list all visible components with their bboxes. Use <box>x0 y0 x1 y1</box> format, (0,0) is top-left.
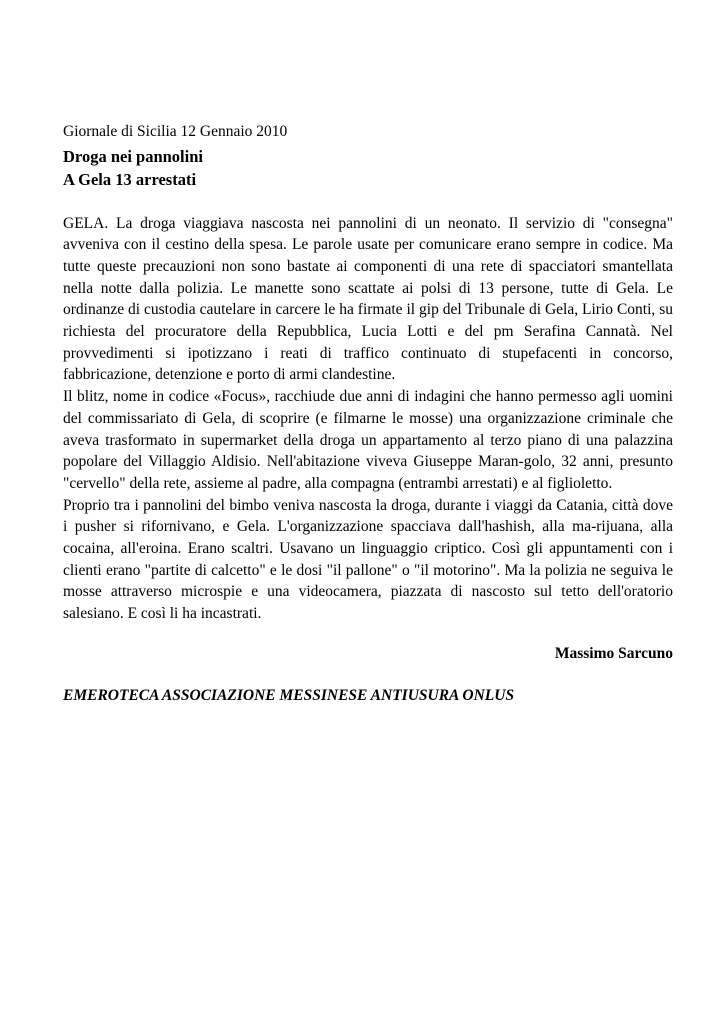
article-headline-secondary: A Gela 13 arrestati <box>63 170 197 190</box>
article-headline-primary: Droga nei pannolini <box>63 146 203 166</box>
article-paragraph: GELA. La droga viaggiava nascosta nei pannolini di un neonato. Il servizio di "consegna" avveniva con il cestino della spesa. Le parole usate per comunicare erano sempre in codice. Ma tutte queste precauzioni non sono bastate ai componenti di una rete di spacciatori smantellata nella notte dalla polizia. Le manette sono scattate ai polsi di 13 persone, tutte di Gela. Le ordinanze di custodia cautelare in carcere le ha firmate il gip del Tribunale di Gela, Lirio Conti, su richiesta del procuratore della Repubblica, Lucia Lotti e del pm Serafina Cannatà. Nel provvedimenti si ipotizzano i reati di traffico continuato di stupefacenti in concorso, fabbricazione, detenzione e porto di armi clandestine. <box>63 214 673 384</box>
article-source: Giornale di Sicilia 12 Gennaio 2010 <box>63 123 288 140</box>
article-container <box>63 122 673 705</box>
article-paragraph: Il blitz, nome in codice «Focus», racchiude due anni di indagini che hanno permesso agli uomini del commissariato di Gela, di scoprire (e filmarne le mosse) una organizzazione criminale che aveva trasformato in supermarket della droga un appartamento al terzo piano di una palazzina popolare del Villaggio Aldisio. Nell'abitazione viveva Giuseppe Maran-golo, 32 anni, presunto "cervello" della rete, assieme al padre, alla compagna (entrambi arrestati) e al figlioletto. <box>63 388 673 492</box>
article-paragraph: Proprio tra i pannolini del bimbo veniva nascosta la droga, durante i viaggi da Catania, città dove i pusher si rifornivano, e Gela. L'organizzazione spacciava dall'hashish, alla ma-rijuana, alla cocaina, all'eroina. Erano scaltri. Usavano un linguaggio criptico. Così gli appuntamenti con i clienti erano "partite di calcetto" e le dosi "il pallone" o "il motorino". Ma la polizia ne seguiva le mosse attraverso microspie e una videocamera, piazzata di nascosto sul tetto dell'oratorio salesiano. E così li ha incastrati. <box>63 496 673 623</box>
article-body <box>63 213 673 625</box>
article-byline: Massimo Sarcuno <box>554 644 673 662</box>
archive-footer-note: EMEROTECA ASSOCIAZIONE MESSINESE ANTIUSURA ONLUS <box>63 686 515 704</box>
